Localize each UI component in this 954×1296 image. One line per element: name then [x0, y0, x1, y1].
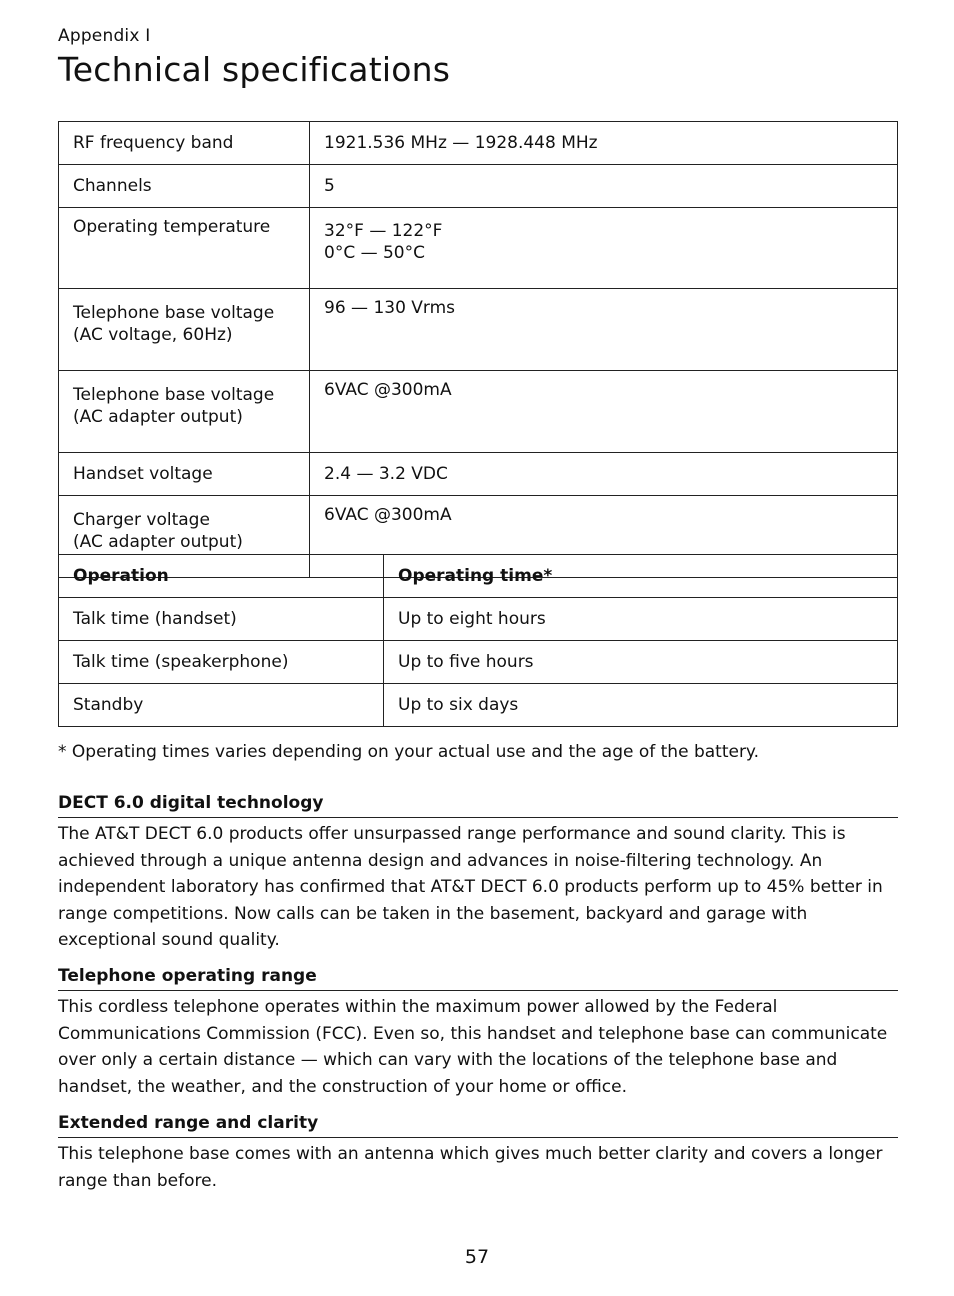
specifications-table [58, 121, 898, 578]
table-row [59, 684, 898, 727]
footnote: * Operating times varies depending on your actual use and the age of the battery. [58, 742, 759, 762]
time-cell: Up to eight hours [384, 598, 898, 641]
appendix-label: Appendix I [58, 26, 151, 46]
column-header-time: Operating time* [384, 555, 898, 598]
section-heading: DECT 6.0 digital technology [58, 792, 898, 818]
operation-cell: Standby [59, 684, 384, 727]
temp-celsius: 0°C — 50°C [324, 243, 425, 263]
table-row [59, 289, 898, 371]
spec-label-line: Charger voltage [73, 510, 210, 530]
table-header-row [59, 555, 898, 598]
section-heading: Telephone operating range [58, 965, 898, 991]
section-body: This cordless telephone operates within the maximum power allowed by the Federal Communications Commission (FCC). Even so, this handset and telephone base can communicate over only a certain distance — which can vary with the locations of the telephone base and handset, the weather, and the construction of your home or office. [58, 997, 888, 1097]
operation-cell: Talk time (handset) [59, 598, 384, 641]
section-dect [58, 792, 898, 954]
operating-time-table [58, 554, 898, 727]
spec-label [59, 371, 310, 453]
spec-label-line: (AC voltage, 60Hz) [73, 325, 233, 345]
section-body: This telephone base comes with an antenna which gives much better clarity and covers a longer range than before. [58, 1144, 883, 1191]
spec-value: 2.4 — 3.2 VDC [310, 453, 898, 496]
table-row [59, 598, 898, 641]
spec-value: 5 [310, 165, 898, 208]
table-row [59, 371, 898, 453]
spec-value: 6VAC @300mA [310, 496, 898, 578]
spec-label: Operating temperature [59, 208, 310, 289]
spec-label-line: (AC adapter output) [73, 407, 243, 427]
page-number: 57 [464, 1246, 490, 1268]
spec-value: 1921.536 MHz — 1928.448 MHz [310, 122, 898, 165]
table-row [59, 641, 898, 684]
operation-cell: Talk time (speakerphone) [59, 641, 384, 684]
temp-fahrenheit: 32°F — 122°F [324, 221, 443, 241]
section-extended-range [58, 1112, 898, 1194]
spec-label-line: Telephone base voltage [73, 303, 275, 323]
spec-label: Handset voltage [59, 453, 310, 496]
spec-label: RF frequency band [59, 122, 310, 165]
spec-label-line: (AC adapter output) [73, 532, 243, 552]
table-row [59, 208, 898, 289]
spec-value [310, 208, 898, 289]
spec-value: 6VAC @300mA [310, 371, 898, 453]
section-heading: Extended range and clarity [58, 1112, 898, 1138]
spec-value: 96 — 130 Vrms [310, 289, 898, 371]
time-cell: Up to five hours [384, 641, 898, 684]
spec-label [59, 289, 310, 371]
section-operating-range [58, 965, 898, 1100]
table-row [59, 122, 898, 165]
spec-label-line: Telephone base voltage [73, 385, 275, 405]
section-body: The AT&T DECT 6.0 products offer unsurpassed range performance and sound clarity. This is achieved through a unique antenna design and advances in noise-filtering technology. An independent laboratory has confirmed that AT&T DECT 6.0 products perform up to 45% better in range competitions. Now calls can be taken in the basement, backyard and garage with exceptional sound quality. [58, 824, 883, 950]
table-row [59, 165, 898, 208]
table-row [59, 453, 898, 496]
page-title: Technical specifications [58, 50, 451, 89]
column-header-operation: Operation [59, 555, 384, 598]
spec-label: Channels [59, 165, 310, 208]
time-cell: Up to six days [384, 684, 898, 727]
